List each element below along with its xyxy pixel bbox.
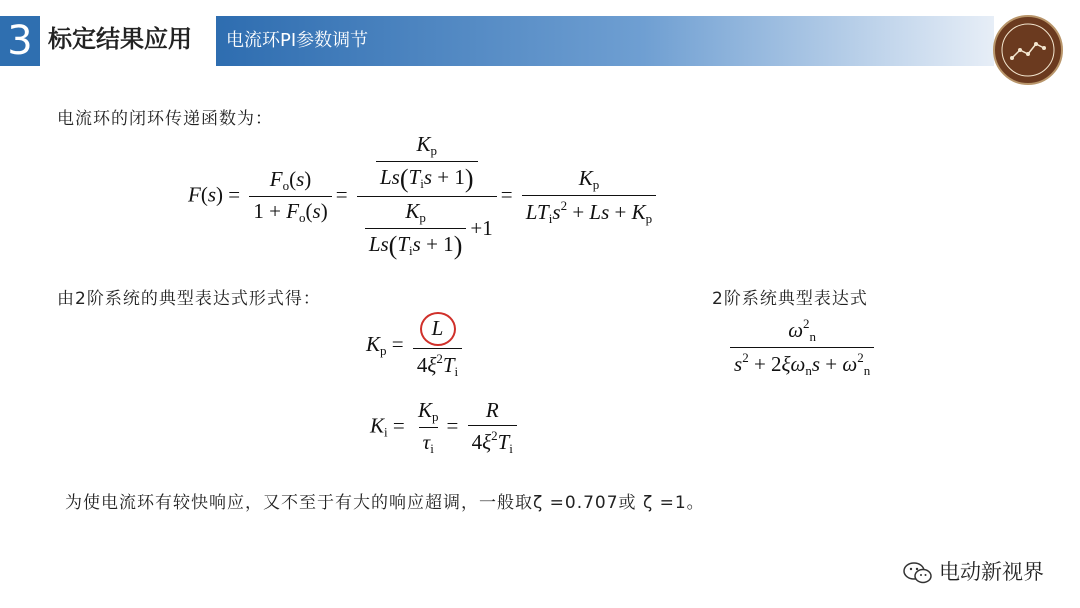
second-order-intro-text: 由2阶系统的典型表达式形式得：	[57, 289, 321, 309]
section-number: 3	[0, 16, 40, 66]
section-title: 标定结果应用	[48, 25, 192, 53]
highlight-circle: L	[420, 312, 456, 346]
brand-logo	[992, 14, 1064, 86]
wechat-icon	[903, 562, 933, 584]
intro-text: 电流环的闭环传递函数为：	[57, 109, 273, 129]
second-order-label: 2阶系统典型表达式	[712, 289, 868, 309]
ki-formula: $K_i$ = $\frac{K_p}{\tau_i}$ = $\frac{R}{4\xi^2T_i}$	[370, 398, 521, 457]
watermark	[903, 556, 1044, 586]
transfer-function-formula: F(s) = $\frac{F_o(s)}{1 + F_o(s)}$ = $\frac{K_p}{Ls(T_is + 1)}$ $\frac{K_p}{Ls(T_is + 1)}$ +1 = $\frac{K_p}{LT_is^2 + Ls + K_p}$	[188, 132, 660, 261]
subtitle: 电流环PI参数调节	[226, 30, 369, 51]
conclusion-text: 为使电流环有较快响应，又不至于有大的响应超调，一般取ζ =0.707或 ζ =1。	[65, 493, 705, 513]
watermark-text: 电动新视界	[939, 560, 1044, 584]
second-order-formula: $\frac{\omega^2_n}{s^2 + 2\xi\omega_ns + \omega^2_n}$	[726, 316, 878, 379]
kp-formula: $K_p$ = $\frac{L}{4\xi^2T_i}$	[366, 312, 466, 380]
